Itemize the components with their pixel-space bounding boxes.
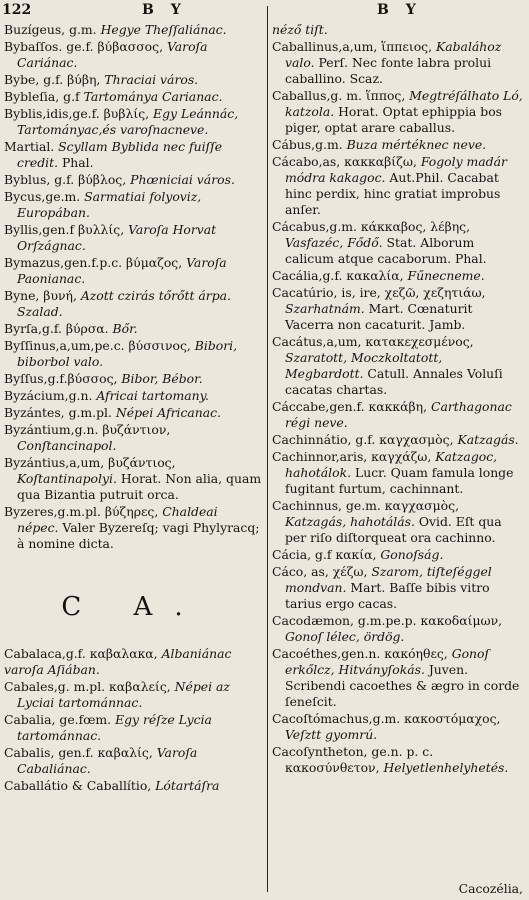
entry-definition: Gonoſ lélec, ördög.: [285, 629, 405, 644]
entry-headword: Cacoſyntheton,: [272, 744, 368, 759]
entry-grammar: g.m.pe.p. κακοδαίμων,: [353, 613, 503, 628]
entry-definition: Egy Leánnác, Tartományac,és varoſnacneve.: [17, 106, 239, 137]
entry-definition: Fűnecneme.: [407, 268, 485, 283]
dictionary-entry: [4, 222, 262, 254]
right-running-heading: B Y: [377, 2, 422, 18]
entry-grammar: g.f. βύρσα.: [41, 321, 113, 336]
dictionary-entry: [4, 22, 262, 38]
entry-headword: Cácabo,: [272, 154, 323, 169]
entry-grammar: is, ire, χεζῶ, χεζητιάω,: [337, 285, 486, 300]
dictionary-entry: [4, 646, 262, 678]
entry-definition: Chaldeai népec.: [17, 504, 218, 535]
dictionary-entry: [272, 432, 524, 448]
running-header: [0, 0, 529, 22]
dictionary-entry: [272, 711, 524, 743]
entry-grammar: g.f κακία,: [311, 547, 381, 562]
entry-grammar: g.f. καγχασμὸς,: [351, 432, 458, 447]
dictionary-entry: [4, 778, 262, 794]
entry-grammar: βυνή,: [39, 288, 81, 303]
entry-definition: Varoſa Paonianac.: [17, 255, 227, 286]
entry-citation: Stat. Alborum calicum atque cacaborum. Phal.: [285, 235, 487, 266]
entry-definition: Katzagoc, hahotálok.: [285, 449, 498, 480]
entry-grammar: a,um, βυζάντιος,: [69, 455, 176, 470]
entry-definition: Gonoſság.: [380, 547, 444, 562]
dictionary-entry: [4, 72, 262, 88]
entry-headword: Byſſinus,: [4, 338, 60, 353]
entry-citation: Juven. Scribendi cacoethes & ægro in corde ſeneſcit.: [285, 662, 520, 709]
entry-grammar: idis,ge.f. βυβλίς,: [46, 106, 154, 121]
entry-definition: Hegye Theſſaliánac.: [100, 22, 227, 37]
entry-headword: Byzácium,: [4, 388, 69, 403]
entry-headword: Caballinus,: [272, 39, 343, 54]
entry-headword: Cacatúrio,: [272, 285, 338, 300]
dictionary-entry: [4, 745, 262, 777]
dictionary-entry: [272, 285, 524, 333]
entry-headword: Byzántes,: [4, 405, 65, 420]
entry-headword: Cáccabe,: [272, 399, 330, 414]
entry-definition: Varoſa Cariánac.: [17, 39, 208, 70]
entry-definition: Gonoſ erkőlcz, Hitványſokás.: [285, 646, 490, 677]
dictionary-entry: [272, 547, 524, 563]
entry-citation: Phal.: [58, 155, 94, 170]
entry-grammar: g.m.: [315, 137, 347, 152]
entry-citation: Aut.Phil. Cacabat hinc perdix, hinc gratiat improbus anſer.: [285, 170, 501, 217]
entry-grammar: ge.n. p. c. κακοσύνθετον,: [285, 744, 434, 775]
dictionary-entry: [4, 455, 262, 503]
entry-grammar: a,um, κατακεχεσμένος,: [326, 334, 474, 349]
dictionary-entry: [4, 172, 262, 188]
entry-headword: Cáco,: [272, 564, 308, 579]
entry-headword: Byblus,: [4, 172, 51, 187]
dictionary-entry: [4, 388, 262, 404]
entry-headword: Byzeres,: [4, 504, 58, 519]
entry-headword: Cácia,: [272, 547, 312, 562]
entry-citation: Horat. Non alia, quam qua Bizantia putruit orca.: [17, 471, 262, 502]
entry-grammar: gen.f. καβαλίς,: [54, 745, 157, 760]
entry-definition: Africai tartomany.: [96, 388, 209, 403]
entry-headword: Cacoſtómachus,: [272, 711, 373, 726]
left-running-heading: B Y: [142, 2, 187, 18]
entry-grammar: a,um,pe.c. βύσσινος,: [59, 338, 195, 353]
entry-headword: Cabalis,: [4, 745, 55, 760]
page-number: 122: [2, 2, 32, 18]
entry-grammar: g.m.pl.: [64, 405, 116, 420]
left-ca-entries: [4, 646, 262, 794]
entry-grammar: ge.m.: [45, 189, 85, 204]
entry-headword: Buzígeus,: [4, 22, 66, 37]
entry-grammar: g.n. βυζάντιον,: [74, 422, 171, 437]
dictionary-entry: [272, 744, 524, 776]
dictionary-entry: [272, 564, 524, 612]
entry-definition: Azott czirás tőrőtt árpa. Szalad.: [17, 288, 231, 319]
entry-definition: Albaniánac varoſa Aſiában.: [4, 646, 232, 677]
entry-citation: Horat. Optat ephippia bos piger, optat arare caballus.: [285, 104, 503, 135]
section-title: C A.: [61, 592, 205, 622]
entry-grammar: g.f. κακαλία,: [322, 268, 408, 283]
entry-headword: Byblis,: [4, 106, 47, 121]
dictionary-entry: [272, 399, 524, 431]
entry-headword: Byne,: [4, 288, 40, 303]
entry-headword: Cacodæmon,: [272, 613, 354, 628]
entry-grammar: gen.n. κακόηθες,: [341, 646, 452, 661]
entry-headword: Byzántium,: [4, 422, 75, 437]
left-entries: [4, 22, 262, 552]
entry-definition: Bibor, Bébor.: [121, 371, 203, 386]
dictionary-entry: [272, 498, 524, 546]
entry-grammar: as, κακκαβίζω,: [322, 154, 421, 169]
dictionary-entry: [272, 39, 524, 87]
entry-definition: Koſtantinapolyi.: [17, 471, 117, 486]
entry-definition: Lótartáſra: [155, 778, 220, 793]
dictionary-entry: [4, 139, 262, 171]
entry-headword: Caballátio & Caballítio,: [4, 778, 152, 793]
entry-citation: Ovid. Eſt qua per riſo diſtorqueat ora cachinno.: [285, 514, 502, 545]
dictionary-entry: [4, 504, 262, 552]
entry-grammar: ge.fœm.: [55, 712, 116, 727]
dictionary-entry: [4, 89, 262, 105]
dictionary-entry: [4, 288, 262, 320]
entry-definition: Népei az Lyciai tartománnac.: [17, 679, 230, 710]
entry-grammar: aris, καγχάζω,: [339, 449, 436, 464]
entry-grammar: as, χέζω,: [307, 564, 372, 579]
dictionary-entry: [4, 189, 262, 221]
entry-headword: Byrſa,: [4, 321, 42, 336]
entry-definition: Thraciai város.: [104, 72, 199, 87]
entry-citation: Mart. Baſſe bibis vitro tarius ergo cacas.: [285, 580, 490, 611]
entry-definition: Megtréſálhato Ló, katzola.: [285, 88, 523, 119]
dictionary-entry: [4, 422, 262, 454]
entry-grammar: g. m.pl. καβαλείς,: [57, 679, 175, 694]
left-column: [4, 22, 262, 795]
entry-headword: Bybaſſos.: [4, 39, 63, 54]
dictionary-entry: [272, 137, 524, 153]
entry-headword: Cácabus,: [272, 219, 330, 234]
entry-definition: Sarmatiai folyoviz, Europában.: [17, 189, 202, 220]
entry-definition: néző tiſt.: [272, 22, 328, 37]
entry-headword: Bycus,: [4, 189, 46, 204]
entry-grammar: g.f. βύβλος,: [50, 172, 131, 187]
entry-grammar: ge.f. βύβασσος,: [62, 39, 167, 54]
entry-citation: Perſ. Nec fonte labra prolui caballino. Scaz.: [285, 55, 492, 86]
entry-definition: Szarhatnám.: [285, 301, 365, 316]
dictionary-entry: [272, 88, 524, 136]
entry-definition: Szaratott, Moczkoltatott, Megbardott.: [285, 350, 443, 381]
entry-headword: Cacoéthes,: [272, 646, 342, 661]
entry-citation: Catull. Annales Voluſi cacatas chartas.: [285, 366, 503, 397]
entry-grammar: ge.m. καγχασμὸς,: [342, 498, 460, 513]
column-divider: [267, 6, 268, 892]
entry-headword: Caballus,: [272, 88, 331, 103]
dictionary-entry: [272, 219, 524, 267]
entry-definition: Veſztt gyomrú.: [285, 727, 378, 742]
entry-grammar: gen.f.p.c. βύμαζος,: [64, 255, 187, 270]
dictionary-entry: [4, 712, 262, 744]
dictionary-entry: [272, 449, 524, 497]
entry-headword: Bybleſia,: [4, 89, 60, 104]
entry-definition: Egy réſze Lycia tartománnac.: [17, 712, 212, 743]
dictionary-entry: [4, 39, 262, 71]
entry-grammar: a,um, ἵππειος,: [342, 39, 436, 54]
dictionary-entry: [272, 334, 524, 398]
entry-definition: Katzagás.: [457, 432, 519, 447]
entry-grammar: Martial.: [4, 139, 59, 154]
entry-grammar: g.f: [59, 89, 84, 104]
entry-definition: Katzagás, hahotálás.: [285, 514, 415, 529]
dictionary-entry: [4, 321, 262, 337]
entry-definition: Tartománya Carianac.: [83, 89, 223, 104]
entry-headword: Cachinnus,: [272, 498, 342, 513]
entry-definition: Bibori, biborbol valo.: [17, 338, 238, 369]
entry-grammar: g.m.pl. βύζηρες,: [57, 504, 163, 519]
entry-headword: Cacátus,: [272, 334, 327, 349]
dictionary-entry: [272, 646, 524, 710]
entry-grammar: g.m. κάκκαβος, λέβης,: [329, 219, 471, 234]
entry-grammar: g.m.: [65, 22, 101, 37]
dictionary-entry: [4, 255, 262, 287]
entry-definition: Scyllam Byblida nec fuiſſe credit.: [17, 139, 223, 170]
entry-definition: Varoſa Cabaliánac.: [17, 745, 198, 776]
right-entries: [272, 22, 524, 776]
dictionary-entry: [4, 106, 262, 138]
entry-citation: Mart. Cœnaturit Vacerra non cacaturit. Jamb.: [285, 301, 473, 332]
entry-headword: Byllis,: [4, 222, 43, 237]
catchword: Cacozélia,: [458, 881, 523, 896]
entry-headword: Cábus,: [272, 137, 316, 152]
entry-headword: Cabalia,: [4, 712, 56, 727]
dictionary-entry: [4, 371, 262, 387]
entry-headword: Cacália,: [272, 268, 323, 283]
entry-grammar: g.f. καβαλακα,: [65, 646, 162, 661]
entry-headword: Bybe,: [4, 72, 40, 87]
right-column: [272, 22, 524, 777]
dictionary-entry: [4, 338, 262, 370]
entry-definition: Buza mértéknec neve.: [346, 137, 487, 152]
entry-grammar: g. m. ἵππος,: [330, 88, 410, 103]
entry-definition: Helyetlenhelyhetés.: [383, 760, 509, 775]
entry-definition: Kabalához valo.: [285, 39, 502, 70]
entry-definition: Carthagonac régi neve.: [285, 399, 512, 430]
entry-definition: Phœniciai város.: [130, 172, 235, 187]
entry-headword: Cachinnor,: [272, 449, 340, 464]
entry-definition: Vasfazéc, Fődő.: [285, 235, 383, 250]
entry-definition: Népei Africanac.: [115, 405, 222, 420]
entry-headword: Cabales,: [4, 679, 58, 694]
dictionary-entry: [272, 154, 524, 218]
entry-grammar: g.n.: [68, 388, 97, 403]
dictionary-entry: [272, 22, 524, 38]
entry-headword: Byzántius,: [4, 455, 70, 470]
entry-grammar: g.f. βύβη,: [39, 72, 105, 87]
entry-citation: Lucr. Quam famula longe fugitant furtum, cachinnant.: [285, 465, 514, 496]
entry-grammar: g.m. κακοστόμαχος,: [372, 711, 501, 726]
entry-headword: Bymazus,: [4, 255, 65, 270]
entry-headword: Cachinnátio,: [272, 432, 352, 447]
dictionary-entry: [4, 679, 262, 711]
entry-headword: Byſſus,: [4, 371, 48, 386]
dictionary-entry: [272, 613, 524, 645]
entry-definition: Conſtancinapol.: [17, 438, 117, 453]
entry-headword: Cabalaca,: [4, 646, 66, 661]
dictionary-entry: [4, 405, 262, 421]
entry-citation: Valer Byzereſq; vagi Phylyracq; à nomine dicta.: [17, 520, 260, 551]
entry-grammar: gen.f. κακκάβη,: [329, 399, 431, 414]
entry-definition: Varoſa Horvat Orſzágnac.: [17, 222, 217, 253]
entry-definition: Fogoly madár módra kakagoc.: [285, 154, 507, 185]
entry-definition: Szarom, tiſteſéggel mondvan.: [285, 564, 492, 595]
entry-definition: Bőr.: [112, 321, 138, 336]
entry-grammar: gen.f βυλλίς,: [42, 222, 129, 237]
dictionary-entry: [272, 268, 524, 284]
entry-grammar: g.f.βύσσος,: [47, 371, 122, 386]
